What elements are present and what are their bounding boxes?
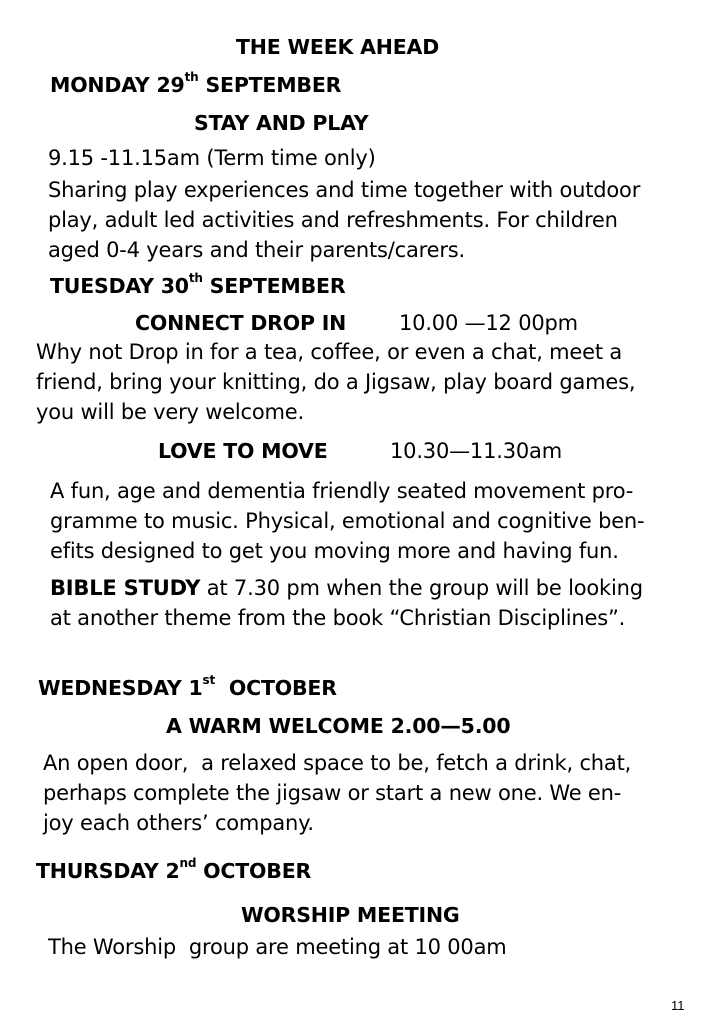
text-line: A fun, age and dementia friendly seated movement pro- [50, 479, 634, 503]
text-line: you will be very welcome. [36, 400, 305, 424]
text-line: An open door, a relaxed space to be, fetch a drink, chat, [43, 751, 632, 775]
wednesday-day: WEDNESDAY 1 [38, 676, 203, 700]
wednesday-month: OCTOBER [215, 676, 337, 700]
connect-drop-in-description [36, 337, 635, 427]
tuesday-month: SEPTEMBER [202, 274, 346, 298]
monday-month: SEPTEMBER [198, 73, 342, 97]
warm-welcome-description [43, 748, 631, 838]
text-line: friend, bring your knitting, do a Jigsaw, play board games, [36, 370, 636, 394]
bible-study-description [50, 573, 643, 633]
text-line: gramme to music. Physical, emotional and cognitive ben- [50, 509, 645, 533]
text-line: aged 0-4 years and their parents/carers. [48, 238, 465, 262]
text-line: at another theme from the book “Christian Disciplines”. [50, 606, 626, 630]
text-line [50, 573, 643, 603]
stay-and-play-title: STAY AND PLAY [194, 111, 369, 135]
page-title: THE WEEK AHEAD [236, 35, 440, 59]
monday-day: MONDAY 29 [50, 73, 185, 97]
warm-welcome-title: A WARM WELCOME 2.00—5.00 [166, 714, 511, 738]
tuesday-day-suffix: th [188, 271, 203, 286]
text-line: Why not Drop in for a tea, coffee, or even a chat, meet a [36, 340, 623, 364]
monday-heading [50, 70, 341, 100]
text-line: perhaps complete the jigsaw or start a new one. We en- [43, 781, 622, 805]
love-to-move-time: 10.30—11.30am [390, 439, 562, 463]
connect-drop-in-time: 10.00 —12 00pm [399, 311, 578, 335]
stay-and-play-time: 9.15 -11.15am (Term time only) [48, 146, 376, 170]
worship-meeting-title: WORSHIP MEETING [241, 903, 460, 927]
bible-study-line1: at 7.30 pm when the group will be looking [200, 576, 643, 600]
bible-study-label: BIBLE STUDY [50, 576, 201, 600]
love-to-move-description [50, 476, 644, 566]
wednesday-heading [38, 673, 337, 703]
text-line: Sharing play experiences and time together with outdoor [48, 178, 641, 202]
text-line: joy each others’ company. [43, 811, 314, 835]
thursday-month: OCTOBER [196, 859, 312, 883]
thursday-day: THURSDAY 2 [36, 859, 180, 883]
connect-drop-in-title: CONNECT DROP IN [135, 311, 347, 335]
monday-day-suffix: th [184, 70, 199, 85]
tuesday-heading [50, 271, 345, 301]
page-number: 11 [671, 998, 685, 1013]
tuesday-day: TUESDAY 30 [50, 274, 189, 298]
thursday-heading [36, 856, 311, 886]
wednesday-day-suffix: st [202, 673, 216, 688]
stay-and-play-description [48, 175, 640, 265]
text-line: efits designed to get you moving more and having fun. [50, 539, 619, 563]
worship-meeting-description: The Worship group are meeting at 10 00am [48, 935, 507, 959]
thursday-day-suffix: nd [179, 856, 197, 871]
text-line: play, adult led activities and refreshments. For children [48, 208, 618, 232]
love-to-move-title: LOVE TO MOVE [158, 439, 328, 463]
